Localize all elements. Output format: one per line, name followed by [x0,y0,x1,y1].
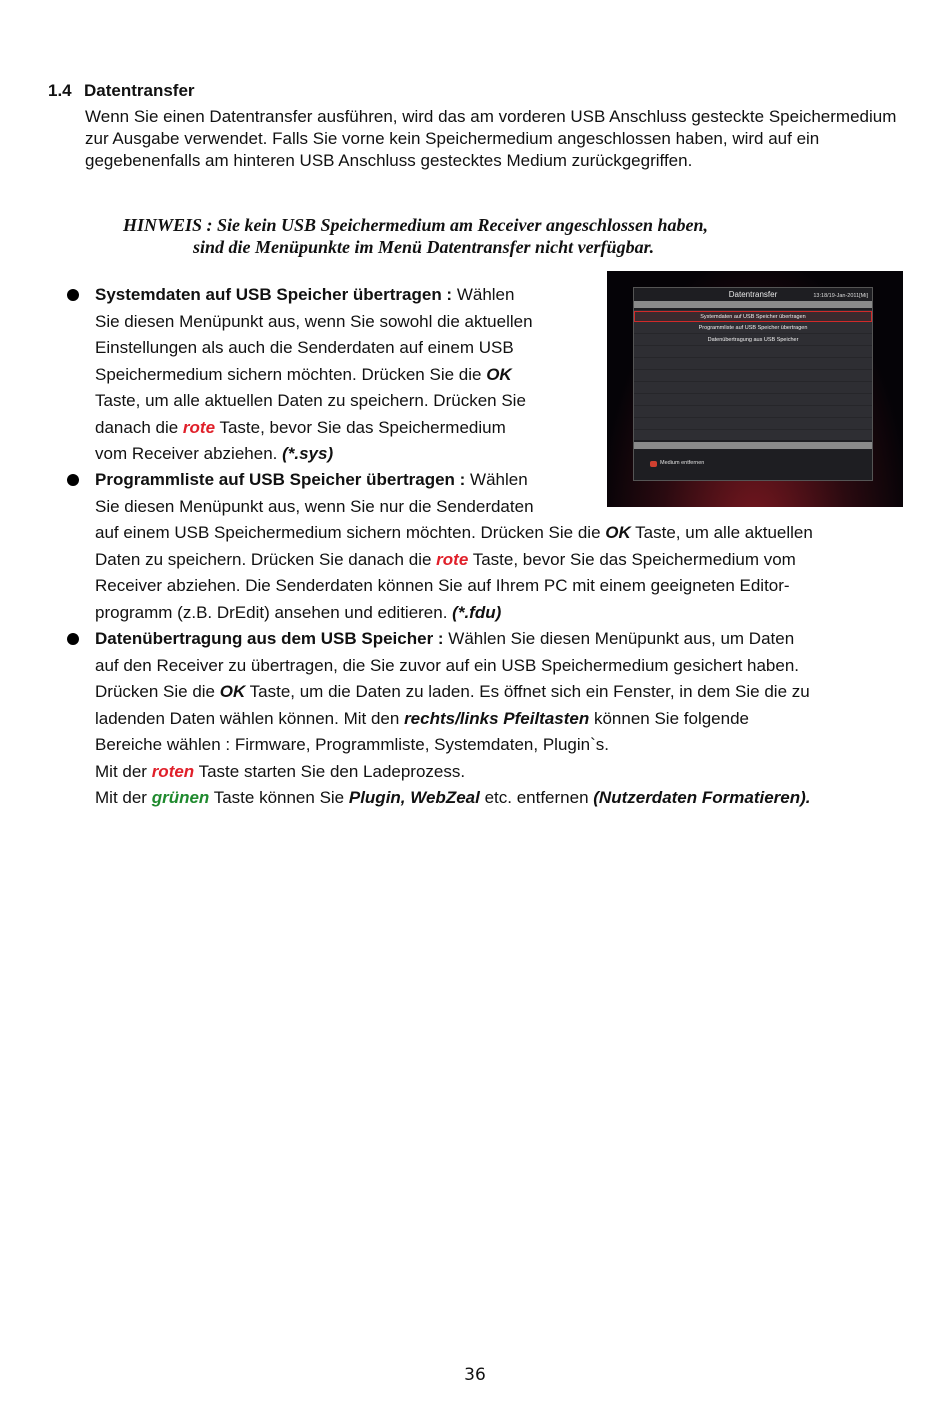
menu-hint: Medium entfernen [660,460,705,466]
bullet-text: Taste starten Sie den Ladeprozess. [194,761,466,781]
intro-paragraph: Wenn Sie einen Datentransfer ausführen, wird das am vorderen USB Anschluss gesteckte Speichermedium zur Ausgabe verwendet. Falls Sie vorne kein Speichermedium angeschlossen haben, wird auf ein gegebenenfalls am hinteren USB Anschluss gestecktes Medium zurückgegriffen. [85,107,897,170]
section-heading [48,81,195,101]
bullet-text: Wählen [465,470,528,489]
bullet-line: Sie diesen Menüpunkt aus, wenn Sie nur die Senderdaten [95,496,534,516]
bullet-text: auf einem USB Speichermedium sichern möchten. Drücken Sie die [95,523,606,542]
arrow-keys: rechts/links Pfeiltasten [404,708,590,728]
ok-key: OK [605,523,631,542]
bullet-line [95,520,910,547]
page-number: 36 [464,1365,486,1385]
bullet-text: Wählen [452,285,515,304]
bullet-text: Taste, bevor Sie das Speichermedium vom [468,549,796,569]
bullet-text: Mit der [95,761,152,781]
bullet-text: programm (z.B. DrEdit) ansehen und editieren. [95,602,453,622]
menu-clock: 13:18/19-Jan-2011[Mi] [813,293,868,299]
bullet-systemdaten [95,282,595,468]
bullet-text: können Sie folgende [589,708,749,728]
red-key: rote [182,417,216,437]
green-key: grünen [151,788,210,807]
bullet-heading: Programmliste auf USB Speicher übertragen : [95,470,466,489]
bullet-line [95,785,910,812]
bullet-line [95,441,595,468]
bullet-datenuebertragung [95,626,910,812]
bullet-line [95,626,910,653]
menu-item-systemdaten: Systemdaten auf USB Speicher übertragen [634,311,872,322]
red-key: rote [436,549,469,569]
note-line-1: HINWEIS : Sie kein USB Speichermedium am Receiver angeschlossen haben, [123,215,709,235]
bullet-text: Speichermedium sichern möchten. Drücken Sie die [95,364,487,384]
bullet-heading: Datenübertragung aus dem USB Speicher : [95,629,444,648]
bullet-icon [67,289,79,301]
bullet-text: etc. entfernen [479,788,594,807]
bullet-icon [67,474,79,486]
bullet-line [95,600,910,627]
format-note: (Nutzerdaten Formatieren). [593,788,811,807]
menu-list [634,310,872,440]
bullet-line [95,467,910,494]
ok-key: OK [486,364,512,384]
bullet-text: Mit der [95,788,152,807]
note-block [0,214,950,258]
bullet-line [95,706,910,733]
file-extension: (*.sys) [282,444,334,463]
bullet-text: Taste, um die Daten zu laden. Es öffnet sich ein Fenster, in dem Sie die zu [245,682,810,701]
red-key: roten [151,761,195,781]
bullet-line [95,415,595,442]
menu-item-programmliste: Programmliste auf USB Speicher übertragen [698,325,808,331]
menu-bottom-bar [634,442,872,449]
bullet-line [95,679,910,706]
plugin-names: Plugin, WebZeal [348,788,480,807]
bullet-text: Taste können Sie [209,788,349,807]
bullet-text: Wählen Sie diesen Menüpunkt aus, um Daten [443,629,795,648]
bullet-line [95,547,910,574]
menu-window [633,287,873,481]
note-line-2: sind die Menüpunkte im Menü Datentransfer nicht verfügbar. [193,237,655,257]
ok-key: OK [219,682,246,701]
bullet-text: Taste, bevor Sie das Speichermedium [215,417,506,437]
bullet-text: Taste, um alle aktuellen [630,523,813,542]
bullet-line [95,362,595,389]
section-title: Datentransfer [84,81,195,100]
bullet-text: Drücken Sie die [95,682,220,701]
bullet-line: auf den Receiver zu übertragen, die Sie zuvor auf ein USB Speichermedium gesichert haben. [95,655,800,675]
bullet-programmliste [95,467,910,626]
menu-title: Datentransfer [728,290,778,299]
section-number: 1.4 [48,81,72,100]
bullet-text: ladenden Daten wählen können. Mit den [95,708,405,728]
bullet-text: Daten zu speichern. Drücken Sie danach die [95,549,437,569]
bullet-line: Einstellungen als auch die Senderdaten auf einem USB [95,338,514,357]
bullet-line: Sie diesen Menüpunkt aus, wenn Sie sowohl die aktuellen [95,311,533,331]
bullet-text: danach die [95,417,183,437]
bullet-line: Receiver abziehen. Die Senderdaten können Sie auf Ihrem PC mit einem geeigneten Editor- [95,576,790,595]
menu-item-datenuebertragung: Datenübertragung aus USB Speicher [707,337,799,343]
bullet-line [95,282,595,309]
bullet-line: Bereiche wählen : Firmware, Programmliste, Systemdaten, Plugin`s. [95,735,609,754]
bullet-icon [67,633,79,645]
file-extension: (*.fdu) [452,602,502,622]
bullet-text: vom Receiver abziehen. [95,444,283,463]
bullet-line: Taste, um alle aktuellen Daten zu speichern. Drücken Sie [95,391,526,410]
menu-top-bar [634,301,872,308]
bullet-line [95,759,910,786]
bullet-heading: Systemdaten auf USB Speicher übertragen : [95,285,453,304]
